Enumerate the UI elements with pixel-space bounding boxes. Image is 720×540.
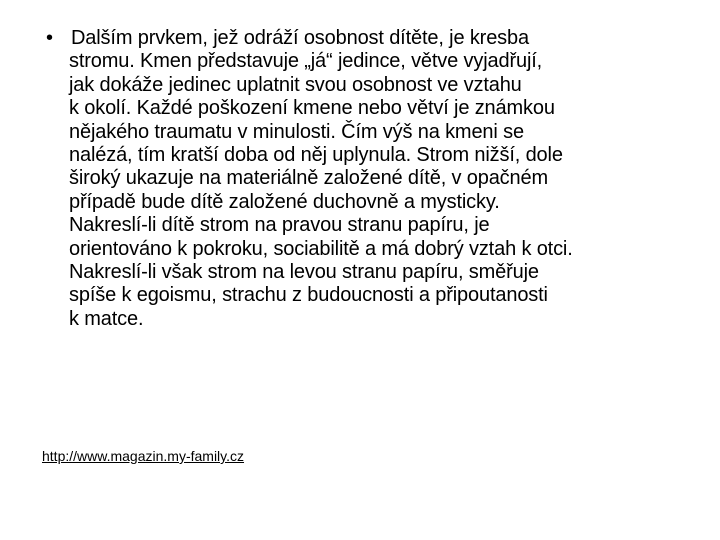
paragraph-line: spíše k egoismu, strachu z budoucnosti a připoutanosti — [69, 284, 548, 307]
paragraph-line: orientováno k pokroku, sociabilitě a má dobrý vztah k otci. — [69, 237, 573, 260]
paragraph-line: široký ukazuje na materiálně založené dítě, v opačném — [69, 167, 548, 190]
paragraph-line: Dalším prvkem, jež odráží osobnost dítěte, je kresba — [71, 27, 529, 49]
paragraph-line: případě bude dítě založené duchovně a mysticky. — [69, 190, 500, 213]
paragraph-line: Nakreslí-li však strom na levou stranu papíru, směřuje — [69, 261, 539, 284]
paragraph-line: stromu. Kmen představuje „já“ jedince, větve vyjadřují, — [69, 50, 543, 73]
bullet-icon: • — [46, 27, 54, 49]
paragraph-line: k okolí. Každé poškození kmene nebo větví je známkou — [69, 97, 555, 120]
paragraph-line: nějakého traumatu v minulosti. Čím výš na kmeni se — [69, 120, 524, 143]
paragraph-line: jak dokáže jedinec uplatnit svou osobnost ve vztahu — [69, 73, 522, 96]
source-link[interactable]: http://www.magazin.my-family.cz — [42, 448, 245, 464]
bullet-paragraph — [46, 27, 696, 331]
paragraph-line: k matce. — [69, 307, 144, 330]
paragraph-text — [69, 27, 696, 331]
paragraph-line: nalézá, tím kratší doba od něj uplynula. Strom nižší, dole — [69, 144, 563, 167]
paragraph-line: Nakreslí-li dítě strom na pravou stranu papíru, je — [69, 214, 490, 237]
